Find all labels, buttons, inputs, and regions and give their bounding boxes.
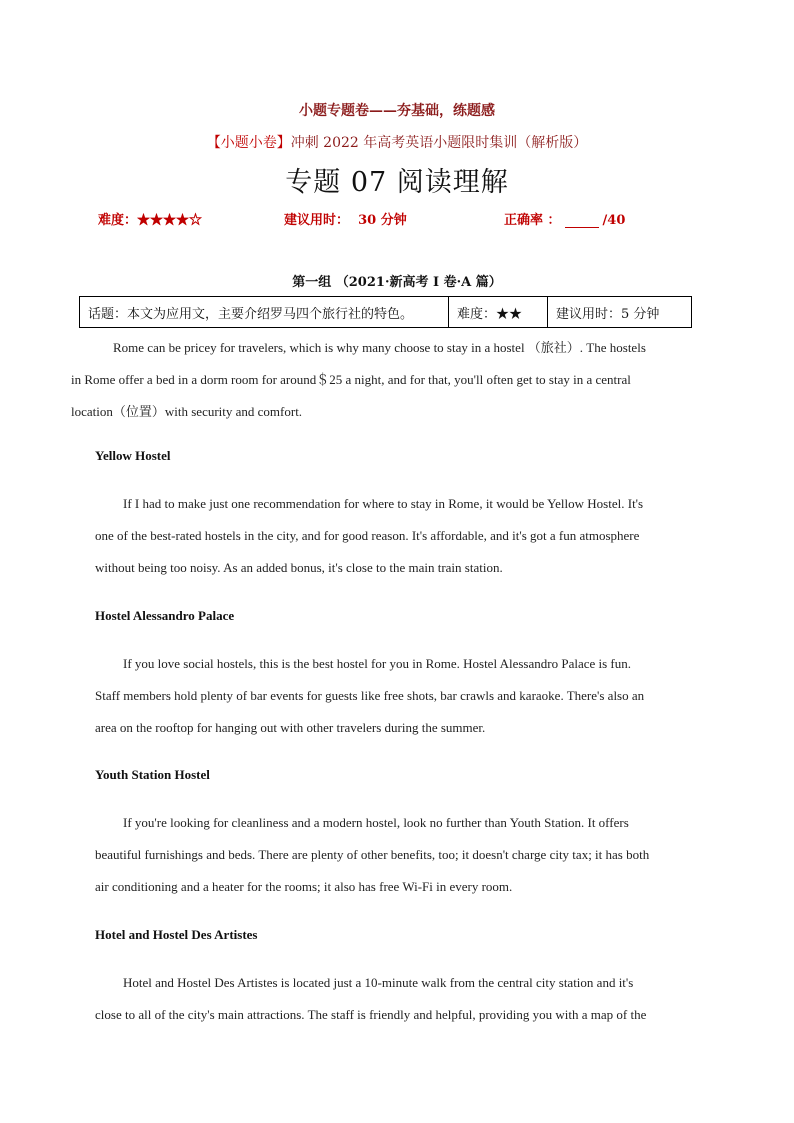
time-value: 30 分钟 <box>358 213 407 228</box>
section-heading-alessandro: Hostel Alessandro Palace <box>95 608 235 623</box>
time-cell: 建议用时：5 分钟 <box>548 297 692 328</box>
info-row <box>80 297 692 328</box>
yellow-line-2: one of the best-rated hostels in the city, and for good reason. It's affordable, and it's got a fun atmosphere <box>95 528 640 543</box>
artistes-line-1: Hotel and Hostel Des Artistes is located just a 10-minute walk from the central city station and it's <box>123 975 634 990</box>
difficulty-cell: 难度：★★ <box>449 297 548 328</box>
accuracy-total: /40 <box>602 213 626 228</box>
accuracy-meta <box>504 209 625 228</box>
section-heading-youth-station: Youth Station Hostel <box>95 767 210 782</box>
page-title: 专题 07 阅读理解 <box>285 167 509 198</box>
group-title: 第一组 （2021·新高考 I 卷·A 篇） <box>292 275 502 290</box>
yellow-line-3: without being too noisy. As an added bonus, it's close to the main train station. <box>95 560 503 575</box>
youth-line-2: beautiful furnishings and beds. There are plenty of other benefits, too; it doesn't charge city tax; it has both <box>95 847 650 862</box>
yellow-line-1: If I had to make just one recommendation for where to stay in Rome, it would be Yellow Hostel. It's <box>123 496 644 511</box>
alessandro-line-2: Staff members hold plenty of bar events for guests like free shots, bar crawls and karaoke. There's also an <box>95 688 645 703</box>
artistes-line-2: close to all of the city's main attractions. The staff is friendly and helpful, providing you with a map of the <box>95 1007 647 1022</box>
difficulty-label: 难度： <box>98 213 138 228</box>
difficulty-meta <box>98 209 202 228</box>
intro-line-3: location（位置）with security and comfort. <box>71 404 303 419</box>
page-top-title: 小题专题卷——夯基础，练题感 <box>299 103 495 119</box>
alessandro-line-1: If you love social hostels, this is the best hostel for you in Rome. Hostel Alessandro Palace is fun. <box>123 656 632 671</box>
info-table <box>79 296 692 328</box>
page-subtitle <box>0 132 794 152</box>
difficulty-stars: ★★★★☆ <box>137 213 203 228</box>
section-heading-yellow-hostel: Yellow Hostel <box>95 448 171 463</box>
alessandro-line-3: area on the rooftop for hanging out with other travelers during the summer. <box>95 720 486 735</box>
accuracy-label: 正确率 ： <box>504 213 561 228</box>
topic-cell: 话题：本文为应用文，主要介绍罗马四个旅行社的特色。 <box>80 297 449 328</box>
accuracy-blank[interactable] <box>565 215 599 228</box>
time-meta <box>284 209 407 228</box>
time-label: 建议用时： <box>284 213 350 228</box>
subtitle-bracket: 【小题小卷】 <box>206 135 291 151</box>
youth-line-3: air conditioning and a heater for the rooms; it also has free Wi-Fi in every room. <box>95 879 513 894</box>
intro-line-1: Rome can be pricey for travelers, which is why many choose to stay in a hostel （旅社）. The hostels <box>113 340 646 355</box>
intro-line-2: in Rome offer a bed in a dorm room for around＄25 a night, and for that, you'll often get to stay in a central <box>71 372 631 387</box>
section-heading-des-artistes: Hotel and Hostel Des Artistes <box>95 927 258 942</box>
youth-line-1: If you're looking for cleanliness and a modern hostel, look no further than Youth Station. It offers <box>123 815 629 830</box>
subtitle-text: 冲刺 2022 年高考英语小题限时集训（解析版） <box>290 135 588 151</box>
